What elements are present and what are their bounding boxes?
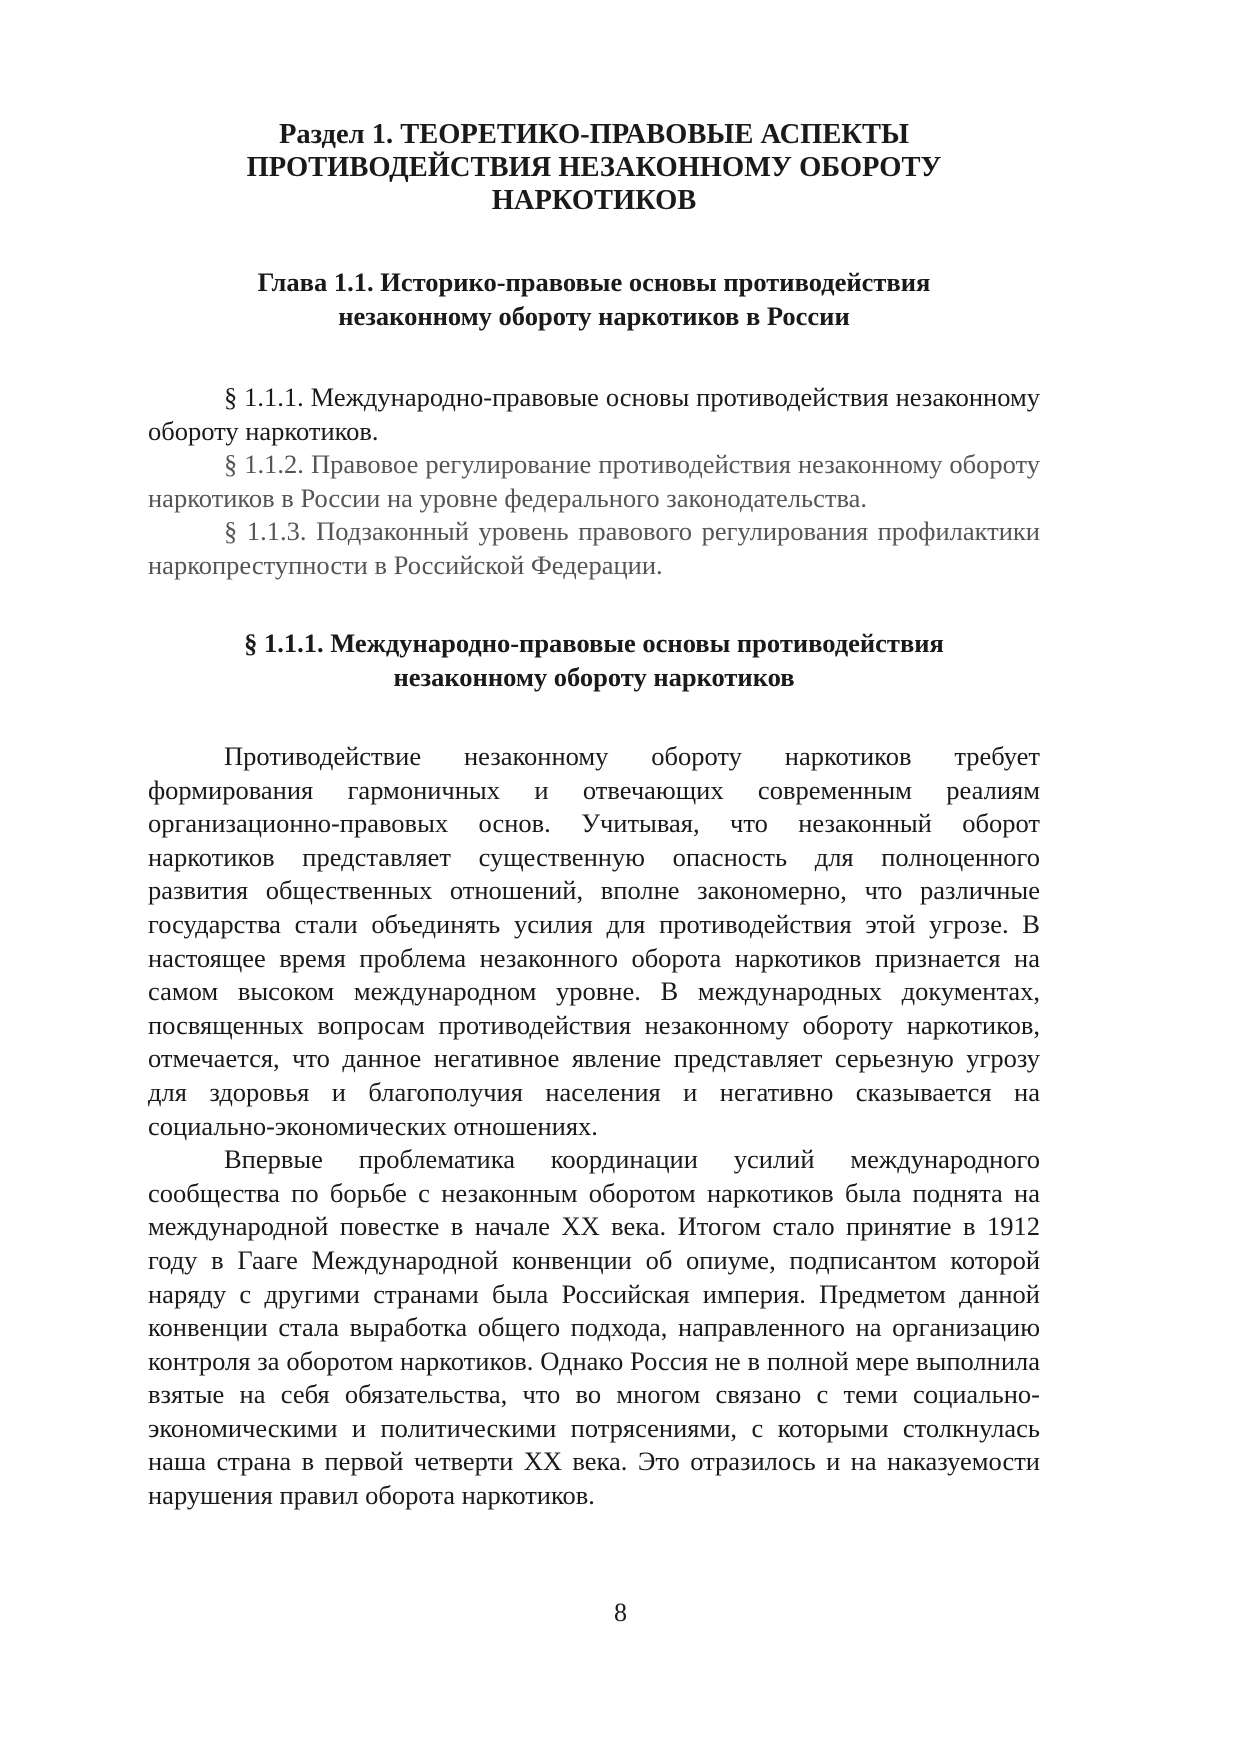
body-text [148, 740, 1040, 1513]
contents-item: § 1.1.2. Правовое регулирование противодействия незаконному обороту наркотиков в России на уровне федерального законодательства. [148, 449, 1040, 513]
section-title: Раздел 1. ТЕОРЕТИКО-ПРАВОВЫЕ АСПЕКТЫ ПРОТИВОДЕЙСТВИЯ НЕЗАКОННОМУ ОБОРОТУ НАРКОТИКОВ [246, 119, 942, 216]
paragraph-title: § 1.1.1. Международно-правовые основы противодействия незаконному обороту наркотиков [244, 628, 944, 692]
page-number: 8 [614, 1598, 627, 1627]
body-paragraph: Противодействие незаконному обороту наркотиков требует формирования гармоничных и отвечающих современным реалиям организационно-правовых основ. Учитывая, что незаконный оборот наркотиков представляет существенную опасность для полноценного развития общественных отношений, вполне закономерно, что различные государства стали объединять усилия для противодействия этой угрозе. В настоящее время проблема незаконного оборота наркотиков признается на самом высоком международном уровне. В международных документах, посвященных вопросам противодействия незаконному обороту наркотиков, отмечается, что данное негативное явление представляет серьезную угрозу для здоровья и благополучия населения и негативно сказывается на социально-экономических отношениях. [148, 741, 1040, 1141]
body-paragraph: Впервые проблематика координации усилий международного сообщества по борьбе с незаконным оборотом наркотиков была поднята на международной повестке в начале XX века. Итогом стало принятие в 1912 году в Гааге Международной конвенции об опиуме, подписантом которой наряду с другими странами была Российская империя. Предметом данной конвенции стала выработка общего подхода, направленного на организацию контроля за оборотом наркотиков. Однако Россия не в полной мере выполнила взятые на себя обязательства, что во многом связано с теми социально-экономическими и политическими потрясениями, с которыми столкнулась наша страна в первой четверти XX века. Это отразилось и на наказуемости нарушения правил оборота наркотиков. [148, 1144, 1040, 1511]
chapter-title: Глава 1.1. Историко-правовые основы противодействия незаконному обороту наркотиков в России [257, 267, 931, 331]
chapter-contents [148, 381, 1040, 582]
document-page [148, 118, 1040, 1513]
contents-item: § 1.1.1. Международно-правовые основы противодействия незаконному обороту наркотиков. [148, 382, 1040, 446]
contents-item: § 1.1.3. Подзаконный уровень правового регулирования профилактики наркопреступности в Российской Федерации. [148, 516, 1040, 580]
